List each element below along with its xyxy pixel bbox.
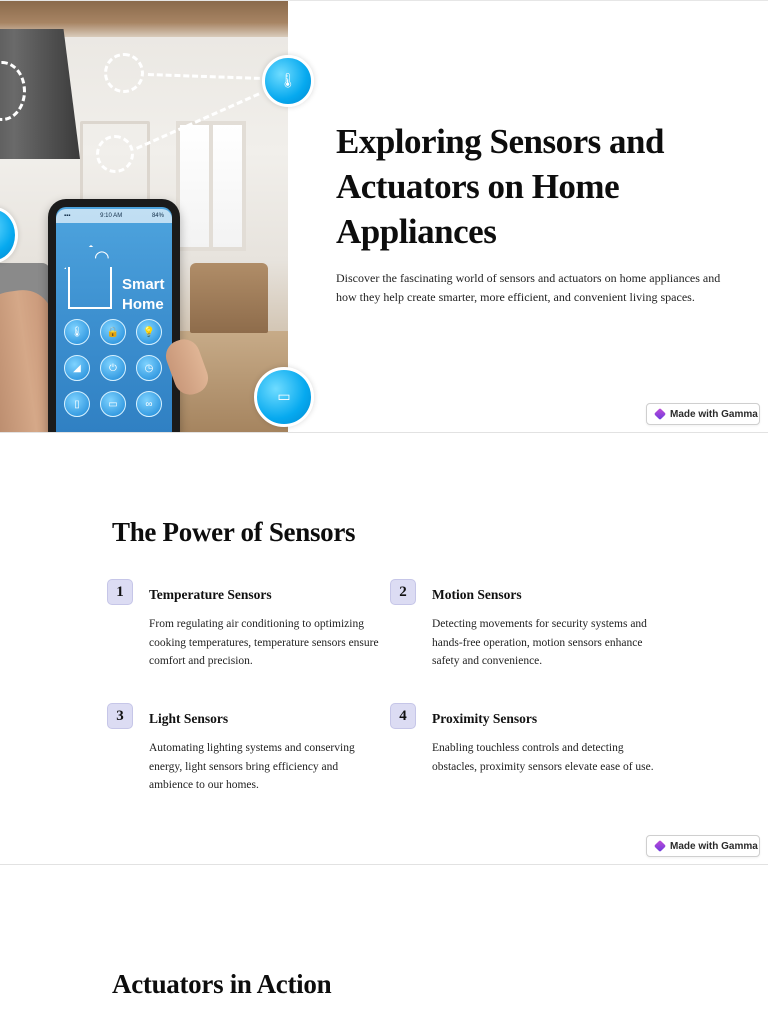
monitor-icon: ▭: [254, 367, 314, 427]
card-title: Light Sensors: [149, 711, 229, 726]
wifi-icon: ◠: [94, 247, 110, 267]
thermometer-icon: 🌡: [262, 55, 314, 107]
dashed-connector: [148, 73, 260, 80]
number-badge: 3: [107, 703, 133, 729]
slide-title: [0, 0, 768, 432]
bulb-icon: 💡: [136, 319, 162, 345]
section-title: Actuators in Action: [112, 969, 332, 999]
card-text: Automating lighting systems and conserving energy, light sensors bring efficiency and ambience to our homes.: [149, 742, 355, 791]
card-title: Proximity Sensors: [432, 711, 538, 726]
section-title: The Power of Sensors: [112, 517, 356, 547]
photo-window: [176, 121, 246, 251]
house-icon: [68, 267, 112, 309]
phone-screen: [56, 207, 172, 441]
page-description: Discover the fascinating world of sensors and actuators on home appliances and how they help create smarter, more efficient, and convenient living spaces.: [336, 271, 721, 304]
gamma-logo-icon: [654, 840, 666, 852]
slide-actuators: [0, 864, 768, 1024]
app-control-grid: [64, 319, 164, 417]
plug-icon: ⏻: [100, 355, 126, 381]
tv-icon: ▭: [100, 391, 126, 417]
dashed-node-icon: [96, 135, 134, 173]
number-badge: 4: [390, 703, 416, 729]
photo-chair: [190, 263, 268, 333]
smartphone: [48, 199, 180, 449]
card-title: Motion Sensors: [432, 587, 522, 602]
slide-sensors: [0, 432, 768, 864]
gamma-logo-icon: [654, 408, 666, 420]
camera-icon: ◢: [64, 355, 90, 381]
app-name-line1: Smart: [122, 276, 165, 293]
fridge-icon: ▯: [64, 391, 90, 417]
badge-label: Made with Gamma: [670, 840, 758, 852]
washer-icon: ∞: [136, 391, 162, 417]
made-with-gamma-badge[interactable]: [646, 403, 760, 425]
made-with-gamma-badge[interactable]: [646, 835, 760, 857]
thermometer-icon: 🌡: [64, 319, 90, 345]
app-name: [122, 275, 165, 315]
card-text: From regulating air conditioning to optimizing cooking temperatures, temperature sensors ensure comfort and precision.: [149, 618, 379, 667]
number-badge: 1: [107, 579, 133, 605]
card-text: Enabling touchless controls and detecting obstacles, proximity sensors elevate ease of use.: [432, 742, 654, 773]
lock-icon: 🔒: [100, 319, 126, 345]
phone-time: 9:10 AM: [100, 213, 123, 219]
card-title: Temperature Sensors: [149, 587, 272, 602]
app-name-line2: Home: [122, 296, 164, 313]
house-roof-icon: [64, 245, 118, 269]
smart-home-phone-photo: [0, 1, 297, 433]
device-bubble-icon: [0, 207, 18, 263]
phone-status-bar: [56, 209, 172, 223]
dashed-node-icon: [104, 53, 144, 93]
phone-battery: 84%: [151, 213, 164, 219]
number-badge: 2: [390, 579, 416, 605]
badge-label: Made with Gamma: [670, 408, 758, 420]
page-title: Exploring Sensors and Actuators on Home Appliances: [336, 122, 664, 251]
signal-icon: ▪▪▪: [64, 213, 71, 219]
clock-icon: ◷: [136, 355, 162, 381]
card-text: Detecting movements for security systems and hands-free operation, motion sensors enhance safety and convenience.: [432, 618, 647, 667]
